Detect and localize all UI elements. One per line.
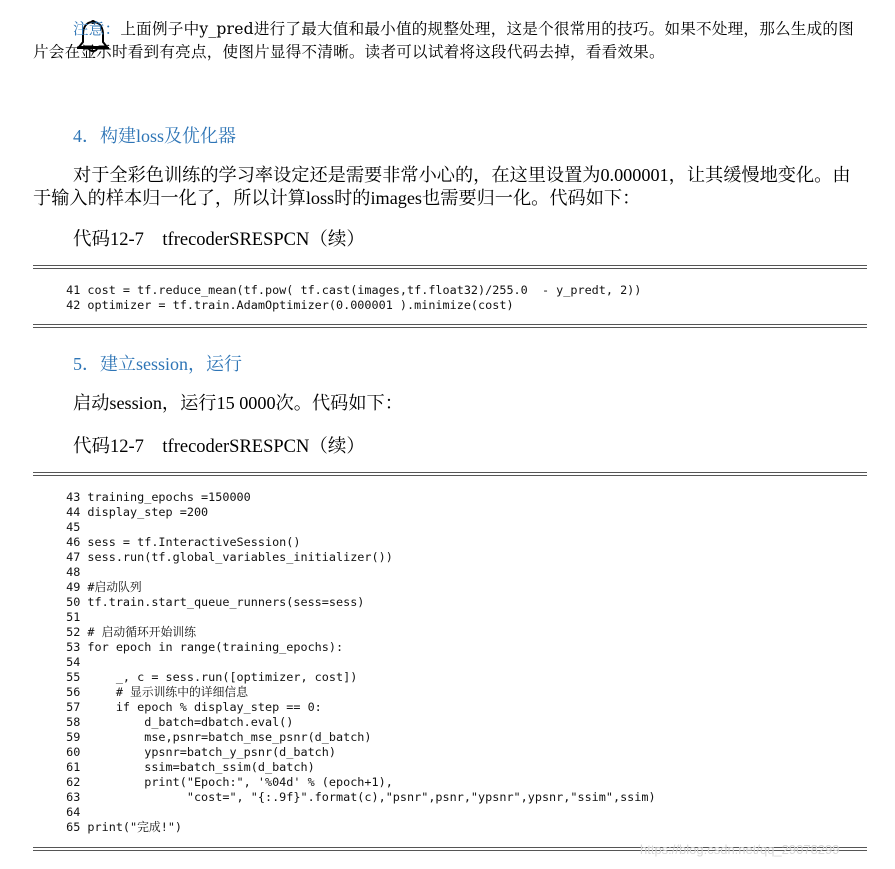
code-line: 45	[59, 520, 81, 534]
code-block-bottom-rule	[33, 327, 867, 328]
code-line: 56 # 显示训练中的详细信息	[59, 685, 248, 699]
note-label: 注意：	[73, 20, 121, 38]
code-block-top-rule-inner	[33, 475, 867, 476]
code-line: 59 mse,psnr=batch_mse_psnr(d_batch)	[59, 730, 372, 744]
code-line: 63 "cost=", "{:.9f}".format(c),"psnr",psnr,"ypsnr",ypsnr,"ssim",ssim)	[59, 790, 656, 804]
code-line: 49 #启动队列	[59, 580, 142, 594]
code-line: 41 cost = tf.reduce_mean(tf.pow( tf.cast(images,tf.float32)/255.0 - y_predt, 2))	[59, 283, 642, 297]
code-line: 46 sess = tf.InteractiveSession()	[59, 535, 301, 549]
code-line: 47 sess.run(tf.global_variables_initializer())	[59, 550, 393, 564]
watermark-text: https://blog.csdn.net/qq_29078299	[640, 842, 840, 857]
code-line: 43 training_epochs =150000	[59, 490, 251, 504]
code-block-top-rule	[33, 472, 867, 473]
section4-paragraph: 对于全彩色训练的学习率设定还是需要非常小心的，在这里设置为0.000001，让其缓慢地变化。由于输入的样本归一化了，所以计算loss时的images也需要归一化。代码如下：	[33, 165, 851, 208]
code-line: 42 optimizer = tf.train.AdamOptimizer(0.000001 ).minimize(cost)	[59, 298, 514, 312]
code-line: 57 if epoch % display_step == 0:	[59, 700, 322, 714]
code-block-top-rule-inner	[33, 268, 867, 269]
code-block-1	[59, 283, 641, 313]
section5-paragraph: 启动session，运行15 0000次。代码如下：	[73, 393, 403, 413]
code-line: 58 d_batch=dbatch.eval()	[59, 715, 294, 729]
code-line: 50 tf.train.start_queue_runners(sess=sess)	[59, 595, 365, 609]
code-line: 65 print("完成!")	[59, 820, 183, 834]
code-line: 61 ssim=batch_ssim(d_batch)	[59, 760, 315, 774]
code-line: 48	[59, 565, 81, 579]
section-heading-5: 5．建立session，运行	[73, 354, 243, 374]
code-block-bottom-rule-inner	[33, 324, 867, 325]
code-block-top-rule	[33, 265, 867, 266]
code-line: 62 print("Epoch:", '%04d' % (epoch+1),	[59, 775, 393, 789]
code-line: 60 ypsnr=batch_y_psnr(d_batch)	[59, 745, 336, 759]
code-line: 52 # 启动循环开始训练	[59, 625, 196, 639]
code-block-2	[59, 490, 656, 835]
section-heading-4: 4．构建loss及优化器	[73, 126, 237, 146]
note-text: 上面例子中y_pred进行了最大值和最小值的规整处理，这是个很常用的技巧。如果不处理，那么生成的图片会在显示时看到有亮点，使图片显得不清晰。读者可以试着将这段代码去掉，看看效果。	[33, 20, 854, 61]
code-caption-1: 代码12-7 tfrecoderSRESPCN（续）	[73, 230, 365, 250]
code-line: 64	[59, 805, 81, 819]
code-line: 44 display_step =200	[59, 505, 209, 519]
code-line: 53 for epoch in range(training_epochs):	[59, 640, 344, 654]
code-line: 54	[59, 655, 81, 669]
note-paragraph	[33, 18, 868, 64]
code-line: 51	[59, 610, 81, 624]
code-line: 55 _, c = sess.run([optimizer, cost])	[59, 670, 358, 684]
code-caption-2: 代码12-7 tfrecoderSRESPCN（续）	[73, 437, 365, 457]
